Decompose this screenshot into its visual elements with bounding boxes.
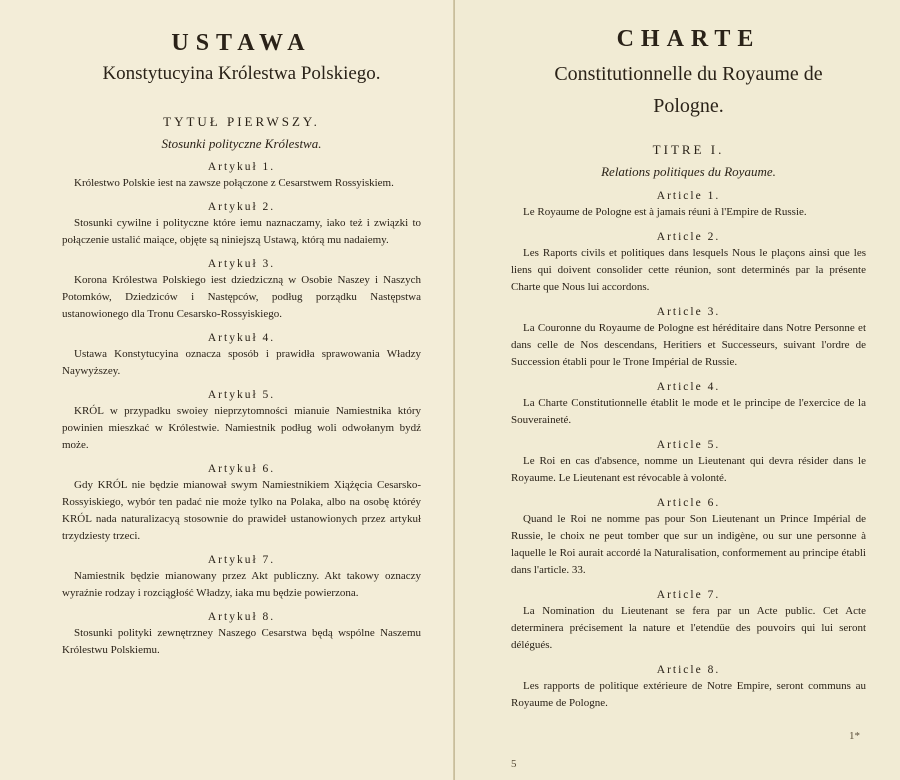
- left-article-1: [62, 160, 421, 192]
- article-heading: Article 4.: [656, 381, 721, 393]
- right-part-heading: TITRE I.: [652, 142, 725, 157]
- article-heading: Article 1.: [656, 190, 721, 202]
- article-text: Królestwo Polskie iest na zawsze połączone z Cesarstwem Rossyiskiem.: [74, 177, 394, 189]
- left-article-5: [62, 388, 421, 454]
- article-heading: Article 6.: [656, 497, 721, 509]
- page-number: 5: [511, 758, 517, 770]
- left-part-subheading: Stosunki polityczne Królestwa.: [161, 136, 322, 151]
- left-article-8: [62, 610, 421, 659]
- article-text: Le Roi en cas d'absence, nomme un Lieutenant qui devra résider dans le Royaume. Le Lieutenant est révocable à volonté.: [511, 455, 866, 484]
- right-article-4: [511, 380, 866, 429]
- article-text: Ustawa Konstytucyina oznacza sposób i prawidła sprawowania Władzy Naywyższey.: [62, 348, 421, 377]
- article-heading: Artykuł 8.: [207, 611, 276, 623]
- left-page-subtitle: Konstytucyina Królestwa Polskiego.: [102, 63, 381, 84]
- article-heading: Article 5.: [656, 439, 721, 451]
- article-heading: Artykuł 2.: [207, 201, 276, 213]
- left-article-7: [62, 553, 421, 602]
- left-page-title: USTAWA: [171, 30, 312, 56]
- signature-mark: 1*: [849, 730, 860, 742]
- right-part-subheading: Relations politiques du Royaume.: [601, 164, 776, 179]
- article-heading: Article 7.: [656, 589, 721, 601]
- article-text: Les rapports de politique extérieure de Notre Empire, seront communs au Royaume de Pologne.: [511, 680, 866, 709]
- article-text: Stosunki cywilne i polityczne które iemu naznaczamy, iako też i związki to połączenie ustalić maiące, objęte są niniejszą Ustawą, którą mu nadaiemy.: [62, 217, 421, 246]
- right-page-subtitle-line2: Pologne.: [653, 95, 724, 117]
- article-heading: Article 3.: [656, 306, 721, 318]
- article-heading: Artykuł 1.: [207, 161, 276, 173]
- right-page-title: CHARTE: [616, 26, 761, 52]
- right-article-6: [511, 496, 866, 579]
- article-heading: Artykuł 7.: [207, 554, 276, 566]
- article-heading: Artykuł 5.: [207, 389, 276, 401]
- article-heading: Artykuł 4.: [207, 332, 276, 344]
- article-text: La Nomination du Lieutenant se fera par un Acte public. Cet Acte determinera précisement la nature et l'etendüe des pouvoirs qui lui seront délégués.: [511, 605, 866, 651]
- article-text: La Couronne du Royaume de Pologne est héréditaire dans Notre Personne et dans celle de Nos descendans, Heritiers et Successeurs, suivant l'ordre de Succession établi pour le Trone Impérial de Russie.: [511, 322, 866, 368]
- article-heading: Article 2.: [656, 231, 721, 243]
- left-part-heading: TYTUŁ PIERWSZY.: [163, 114, 320, 129]
- article-heading: Artykuł 6.: [207, 463, 276, 475]
- right-page-french: [455, 0, 900, 780]
- right-article-8: [511, 663, 866, 712]
- article-heading: Article 8.: [656, 664, 721, 676]
- right-article-7: [511, 588, 866, 654]
- article-text: Namiestnik będzie mianowany przez Akt publiczny. Akt takowy oznaczy wyraźnie rodzay i rozciągłość Władzy, iaka mu będzie powierzona.: [62, 570, 421, 599]
- article-text: Korona Królestwa Polskiego iest dziedziczną w Osobie Naszey i Naszych Potomków, Dziedziców i Następców, podług porządku Następstwa ustanowionego dla Tronu Cesarsko-Rossyiskiego.: [62, 274, 421, 320]
- article-text: Quand le Roi ne nomme pas pour Son Lieutenant un Prince Impérial de Russie, le choix ne peut tomber que sur un indigène, ou sur une personne à laquelle le Roi aurait accordé la Naturalisation, conformement au principe établi dans l'article. 33.: [511, 513, 866, 576]
- right-article-1: [511, 189, 866, 221]
- right-article-5: [511, 438, 866, 487]
- article-text: KRÓL w przypadku swoiey nieprzytomności mianuie Namiestnika który powinien mieszkać w Królestwie. Namiestnik podług woli odwołanym bydź może.: [62, 405, 421, 451]
- left-article-3: [62, 257, 421, 323]
- article-text: La Charte Constitutionnelle établit le mode et le principe de l'exercice de la Souveraineté.: [511, 397, 866, 426]
- right-article-2: [511, 230, 866, 296]
- article-text: Le Royaume de Pologne est à jamais réuni à l'Empire de Russie.: [523, 206, 807, 218]
- right-page-subtitle-line1: Constitutionnelle du Royaume de: [554, 63, 823, 85]
- article-text: Les Raports civils et politiques dans lesquels Nous le plaçons ainsi que les liens qui doivent consolider cette réunion, sont determinés par la présente Charte que Nous lui accordons.: [511, 247, 866, 293]
- right-article-3: [511, 305, 866, 371]
- left-article-4: [62, 331, 421, 380]
- article-text: Stosunki polityki zewnętrzney Naszego Cesarstwa będą wspólne Naszemu Królestwu Polskiemu.: [62, 627, 421, 656]
- article-heading: Artykuł 3.: [207, 258, 276, 270]
- left-article-6: [62, 462, 421, 545]
- article-text: Gdy KRÓL nie będzie mianował swym Namiestnikiem Xiążęcia Cesarsko-Rossyiskiego, wybór ten padać nie może tylko na Polaka, albo na osobę któréy KRÓL nada naturalizacyą stosownie do prawideł ustanowionych przez artykuł trzydziesty trzeci.: [62, 479, 421, 542]
- left-article-2: [62, 200, 421, 249]
